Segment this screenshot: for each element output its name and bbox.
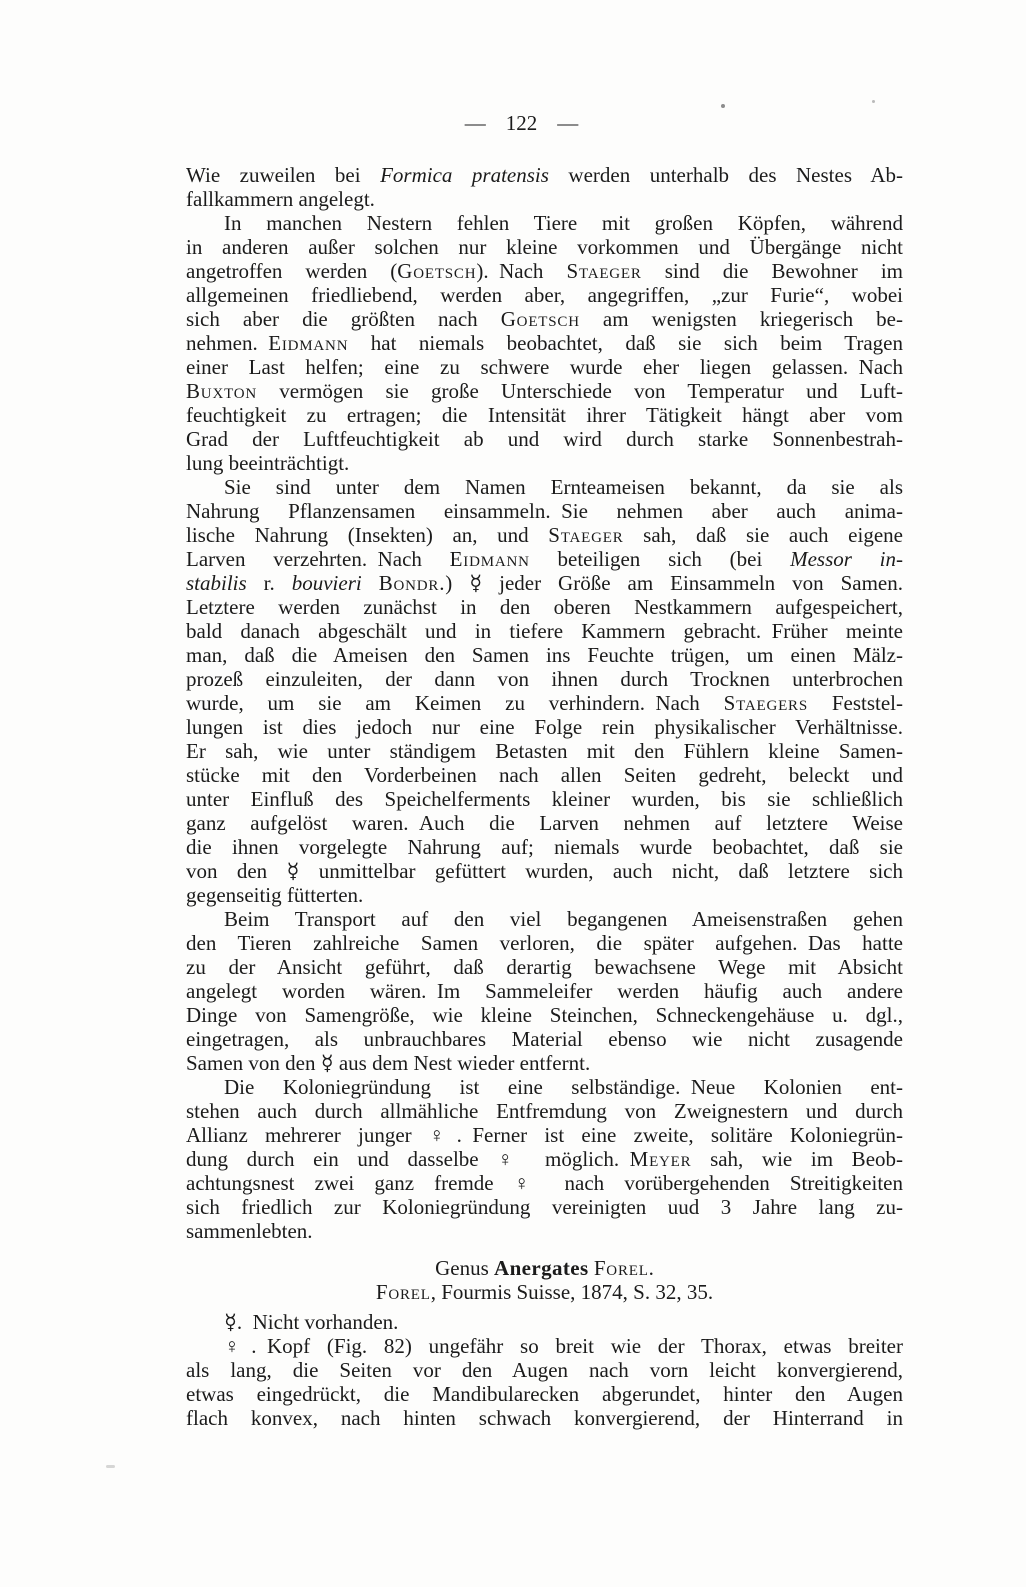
text-segment: eingetragen, als unbrauchbares Material ebenso wie nicht zusagende (186, 1027, 903, 1051)
text-line (186, 619, 903, 643)
scan-speck (106, 1465, 115, 1468)
text-line (186, 283, 903, 307)
para-nest-inhabitants (186, 211, 903, 475)
text-segment: sich aber die größten nach (186, 307, 501, 331)
text-line (186, 523, 903, 547)
text-segment: Feststel- (808, 691, 903, 715)
text-segment: bald danach abgeschält und in tiefere Kammern gebracht. Früher meinte (186, 619, 903, 643)
text-line (186, 427, 903, 451)
text-line (186, 1075, 903, 1099)
text-segment: ). Nach (476, 259, 567, 283)
species-name: bouvieri (291, 571, 362, 595)
text-line (186, 1334, 903, 1358)
page-text (186, 163, 903, 1430)
text-line (186, 1219, 903, 1243)
text-line (186, 1406, 903, 1430)
text-segment: feuchtigkeit zu ertragen; die Intensität ihrer Tätigkeit hängt aber vom (186, 403, 903, 427)
page-number: 122 (505, 111, 538, 135)
text-line (186, 715, 903, 739)
text-line (186, 859, 903, 883)
text-segment: Genus (435, 1256, 494, 1280)
text-line (186, 187, 903, 211)
text-segment: prozeß einzuleiten, der dann von ihnen durch Trocknen unterbrochen (186, 667, 903, 691)
worker-absent-note (186, 1310, 903, 1334)
text-segment: achtungsnest zwei ganz fremde ♀ nach vorübergehenden Streitigkeiten (186, 1171, 903, 1195)
text-segment: man, daß die Ameisen den Samen ins Feuchte trügen, um einen Mälz- (186, 643, 903, 667)
para-transport (186, 907, 903, 1075)
text-segment: in anderen außer solchen nur kleine vorkommen und Übergänge nicht (186, 235, 903, 259)
scan-speck (721, 104, 725, 108)
text-line (186, 163, 903, 187)
text-line (186, 835, 903, 859)
text-line (186, 691, 903, 715)
text-line (186, 1310, 903, 1334)
text-line (186, 307, 903, 331)
text-line (186, 1003, 903, 1027)
text-line (186, 1358, 903, 1382)
text-line (186, 1099, 903, 1123)
para-formica-continuation (186, 163, 903, 211)
page-header (163, 111, 880, 135)
text-line (186, 499, 903, 523)
author-name: Buxton (186, 379, 258, 403)
text-segment: , Fourmis Suisse, 1874, S. 32, 35. (430, 1280, 714, 1304)
text-segment: Samen von den ☿ aus dem Nest wieder entfernt. (186, 1051, 591, 1075)
text-segment: ♀. Kopf (Fig. 82) ungefähr so breit wie der Thorax, etwas breiter (224, 1334, 903, 1358)
text-line (186, 763, 903, 787)
text-segment: allgemeinen friedliebend, werden aber, angegriffen, „zur Furie“, wobei (186, 283, 903, 307)
text-segment (362, 571, 379, 595)
text-line (186, 1147, 903, 1171)
text-line (186, 1195, 903, 1219)
text-segment: angelegt worden wären. Im Sammeleifer werden häufig auch andere (186, 979, 903, 1003)
text-line (186, 211, 903, 235)
genus-reference (186, 1280, 903, 1304)
text-segment: Dinge von Samengröße, wie kleine Steinchen, Schneckengehäuse u. dgl., (186, 1003, 903, 1027)
text-line (186, 595, 903, 619)
author-name: Goetsch (500, 307, 580, 331)
text-segment: vermögen sie große Unterschiede von Temperatur und Luft- (257, 379, 903, 403)
text-line (186, 451, 903, 475)
author-name: Eidmann (449, 547, 530, 571)
text-line (186, 259, 903, 283)
text-segment: ☿. Nicht vorhanden. (224, 1310, 399, 1334)
genus-heading (186, 1256, 903, 1280)
text-line (186, 331, 903, 355)
text-line (186, 883, 903, 907)
text-segment: ) ☿ jeder Größe am Einsammeln von Samen. (445, 571, 903, 595)
text-segment: gegenseitig fütterten. (186, 883, 364, 907)
female-description (186, 1334, 903, 1430)
text-segment: sind die Bewohner im (641, 259, 903, 283)
text-line (186, 739, 903, 763)
text-line (186, 907, 903, 931)
species-name: Formica pratensis (380, 163, 549, 187)
text-segment: sich friedlich zur Koloniegründung vereinigten uud 3 Jahre lang zu- (186, 1195, 903, 1219)
genus-name: Anergates (494, 1256, 589, 1280)
text-line (186, 1123, 903, 1147)
text-segment: lung beeinträchtigt. (186, 451, 350, 475)
text-line (186, 1051, 903, 1075)
text-line (186, 979, 903, 1003)
text-segment: Beim Transport auf den viel begangenen Ameisenstraßen gehen (224, 907, 903, 931)
text-line (186, 571, 903, 595)
text-segment: flach konvex, nach hinten schwach konvergierend, der Hinterrand in (186, 1406, 903, 1430)
text-segment: den Tieren zahlreiche Samen verloren, die später aufgehen. Das hatte (186, 931, 903, 955)
author-name: Staeger (548, 523, 624, 547)
species-name: stabilis (186, 571, 247, 595)
text-segment: lische Nahrung (Insekten) an, und (186, 523, 549, 547)
text-segment: wurde, um sie am Keimen zu verhindern. Nach (186, 691, 724, 715)
text-segment: die ihnen vorgelegte Nahrung auf; niemals wurde beobachtet, daß sie (186, 835, 903, 859)
author-name: Goetsch (397, 259, 477, 283)
text-segment: Grad der Luftfeuchtigkeit ab und wird durch starke Sonnenbestrah- (186, 427, 903, 451)
text-segment: Die Koloniegründung ist eine selbständige. Neue Kolonien ent- (224, 1075, 903, 1099)
text-segment: etwas eingedrückt, die Mandibularecken abgerundet, hinter den Augen (186, 1382, 903, 1406)
text-segment: stehen auch durch allmähliche Entfremdung von Zweignestern und durch (186, 1099, 903, 1123)
text-segment: Sie sind unter dem Namen Ernteameisen bekannt, da sie als (224, 475, 903, 499)
text-line (186, 547, 903, 571)
author-name: Staeger (566, 259, 642, 283)
text-line (186, 403, 903, 427)
author-name: Eidmann (268, 331, 349, 355)
text-segment: beteiligen sich (bei (529, 547, 791, 571)
text-segment: Wie zuweilen bei (186, 163, 381, 187)
text-segment: am wenigsten kriegerisch be- (579, 307, 903, 331)
scan-speck (872, 100, 875, 103)
text-segment: hat niemals beobachtet, daß sie sich beim Tragen (348, 331, 903, 355)
text-line (186, 643, 903, 667)
text-line (186, 379, 903, 403)
text-segment: sah, daß sie auch eigene (623, 523, 903, 547)
text-segment: lungen ist dies jedoch nur eine Folge rein physikalischer Verhältnisse. (186, 715, 903, 739)
text-line (186, 475, 903, 499)
text-segment: Larven verzehrten. Nach (186, 547, 450, 571)
text-segment: sammenlebten. (186, 1219, 313, 1243)
text-segment: In manchen Nestern fehlen Tiere mit großen Köpfen, während (224, 211, 903, 235)
author-name: Forel (375, 1280, 431, 1304)
page-number-dash-left: — (464, 111, 486, 135)
text-segment: als lang, die Seiten vor den Augen nach vorn leicht konvergierend, (186, 1358, 903, 1382)
species-name: Messor in- (790, 547, 903, 571)
text-segment: stücke mit den Vorderbeinen nach allen Seiten gedreht, beleckt und (186, 763, 903, 787)
page-number-dash-right: — (557, 111, 579, 135)
text-segment: angetroffen werden ( (186, 259, 398, 283)
author-name: Meyer (629, 1147, 692, 1171)
text-line (186, 667, 903, 691)
text-segment: fallkammern angelegt. (186, 187, 375, 211)
text-segment: zu der Ansicht geführt, daß derartig bewachsene Wege mit Absicht (186, 955, 903, 979)
text-line (186, 955, 903, 979)
text-segment: werden unterhalb des Nestes Ab- (548, 163, 903, 187)
text-line (186, 1027, 903, 1051)
text-line (186, 787, 903, 811)
text-segment: Letztere werden zunächst in den oberen Nestkammern aufgespeichert, (186, 595, 903, 619)
author-name: Staegers (723, 691, 808, 715)
text-line (186, 355, 903, 379)
text-segment: r. (246, 571, 292, 595)
para-colony-founding (186, 1075, 903, 1243)
text-line (186, 931, 903, 955)
text-line (186, 1280, 903, 1304)
text-segment: nehmen. (186, 331, 269, 355)
text-segment: unter Einfluß des Speichelferments kleiner wurden, bis sie schließlich (186, 787, 903, 811)
author-name: Bondr. (378, 571, 446, 595)
text-segment: von den ☿ unmittelbar gefüttert wurden, auch nicht, daß letztere sich (186, 859, 903, 883)
text-segment: einer Last helfen; eine zu schwere wurde eher liegen gelassen. Nach (186, 355, 903, 379)
text-segment: . (648, 1256, 654, 1280)
text-segment: Nahrung Pflanzensamen einsammeln. Sie nehmen aber auch anima- (186, 499, 903, 523)
para-harvester-ants (186, 475, 903, 907)
text-segment: dung durch ein und dasselbe ♀ möglich. (186, 1147, 630, 1171)
text-segment: sah, wie im Beob- (691, 1147, 904, 1171)
text-line (186, 1382, 903, 1406)
text-line (186, 235, 903, 259)
author-name: Forel (593, 1256, 649, 1280)
text-segment: Er sah, wie unter ständigem Betasten mit den Fühlern kleine Samen- (186, 739, 903, 763)
text-segment: Allianz mehrerer junger ♀. Ferner ist eine zweite, solitäre Koloniegrün- (186, 1123, 903, 1147)
text-line (186, 1171, 903, 1195)
text-segment: ganz aufgelöst waren. Auch die Larven nehmen auf letztere Weise (186, 811, 903, 835)
text-line (186, 811, 903, 835)
text-line (186, 1256, 903, 1280)
